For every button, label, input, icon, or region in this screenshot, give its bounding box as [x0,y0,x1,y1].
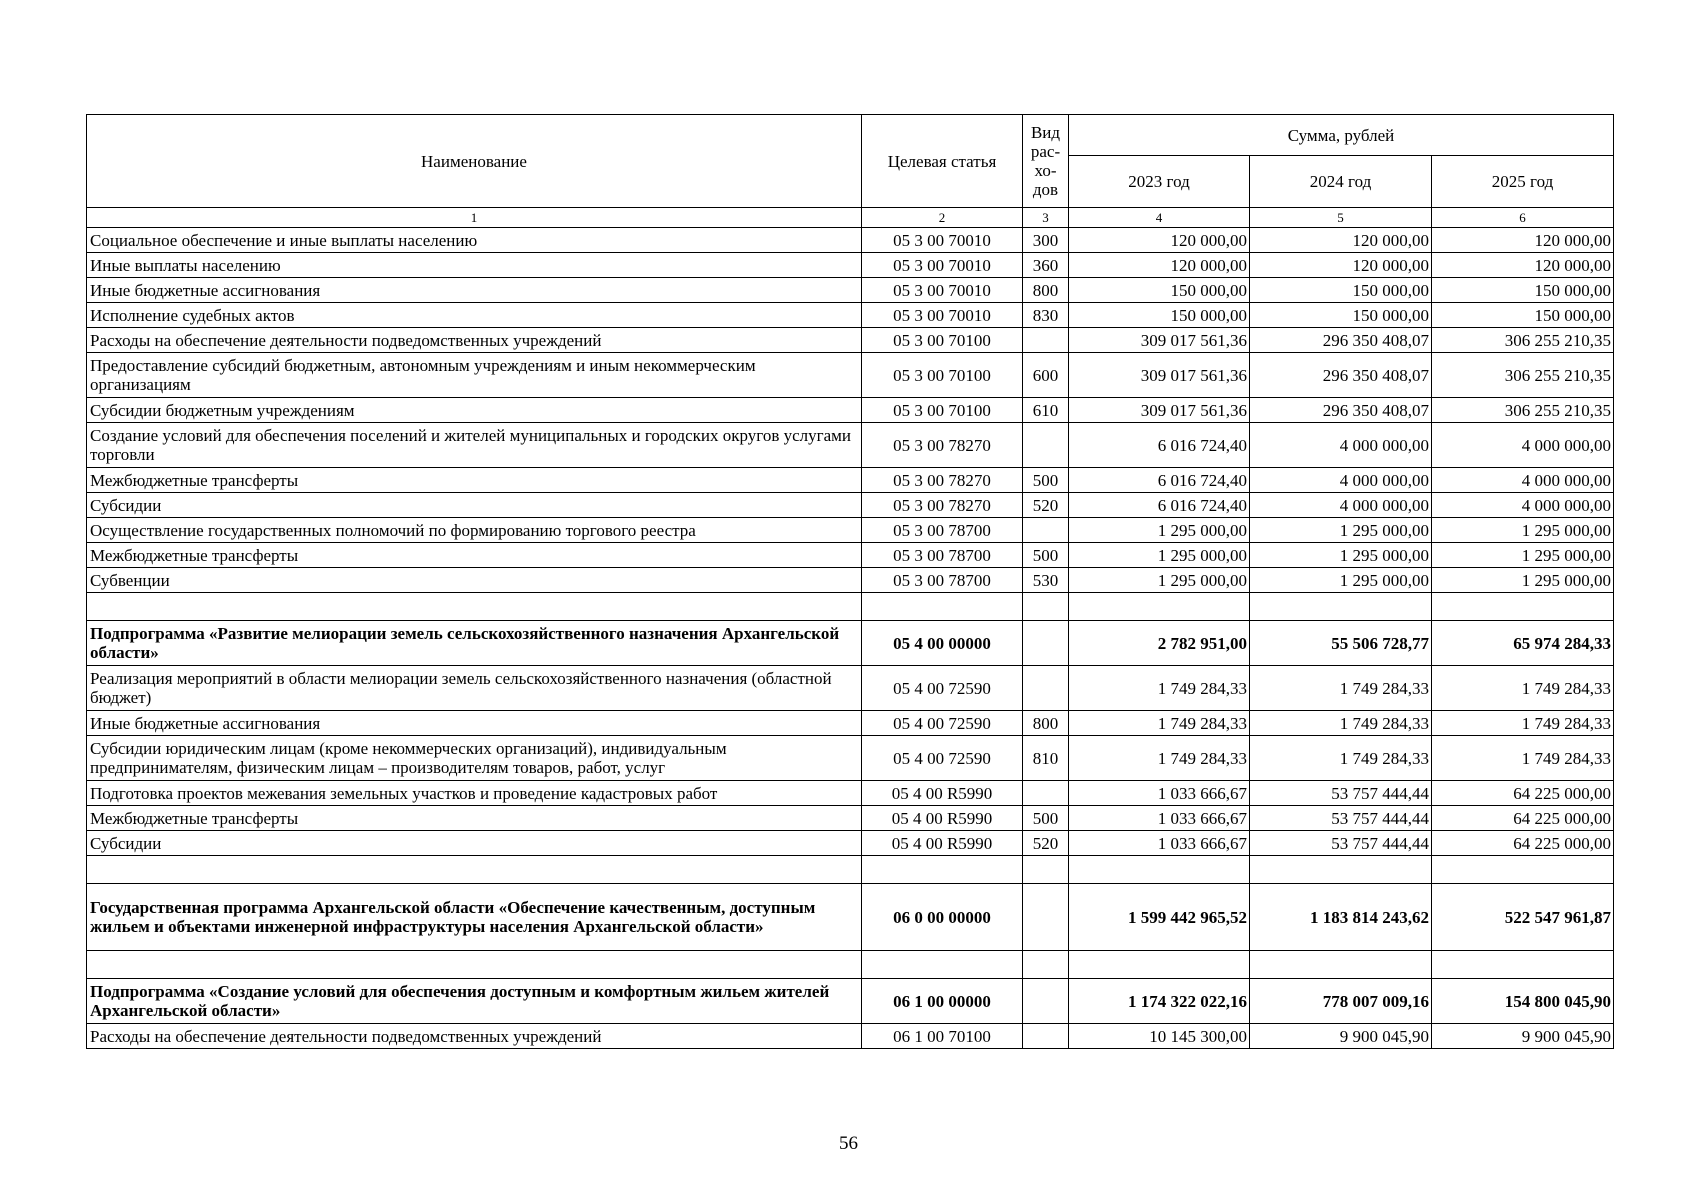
row-amount-2023: 1 033 666,67 [1069,831,1250,856]
row-expense-type: 800 [1023,711,1069,736]
row-amount-2024: 1 295 000,00 [1250,543,1432,568]
row-target-article: 05 3 00 78270 [862,493,1023,518]
row-expense-type: 610 [1023,398,1069,423]
row-name: Предоставление субсидий бюджетным, автономным учреждениям и иным некоммерческим организациям [87,353,862,398]
row-target-article: 05 4 00 R5990 [862,781,1023,806]
table-row [87,831,1614,856]
row-expense-type: 810 [1023,736,1069,781]
row-expense-type: 500 [1023,806,1069,831]
blank-cell [87,951,862,979]
row-target-article: 05 3 00 70010 [862,303,1023,328]
row-amount-2025: 64 225 000,00 [1432,806,1614,831]
program-row [87,884,1614,951]
blank-cell [1250,856,1432,884]
row-target-article: 05 4 00 R5990 [862,831,1023,856]
row-amount-2024: 120 000,00 [1250,228,1432,253]
column-number: 5 [1250,208,1432,228]
row-expense-type: 500 [1023,468,1069,493]
blank-cell [1250,951,1432,979]
row-amount-2023: 1 033 666,67 [1069,781,1250,806]
row-target-article: 05 3 00 78700 [862,568,1023,593]
row-amount-2023: 10 145 300,00 [1069,1024,1250,1049]
row-expense-type [1023,884,1069,951]
row-amount-2025: 9 900 045,90 [1432,1024,1614,1049]
row-amount-2023: 1 599 442 965,52 [1069,884,1250,951]
row-name: Социальное обеспечение и иные выплаты населению [87,228,862,253]
row-name: Подготовка проектов межевания земельных участков и проведение кадастровых работ [87,781,862,806]
row-amount-2024: 4 000 000,00 [1250,493,1432,518]
blank-cell [1432,951,1614,979]
table-row [87,543,1614,568]
blank-cell [1069,951,1250,979]
table-row [87,493,1614,518]
row-expense-type: 520 [1023,493,1069,518]
row-amount-2024: 150 000,00 [1250,278,1432,303]
row-expense-type: 830 [1023,303,1069,328]
row-amount-2023: 1 295 000,00 [1069,543,1250,568]
row-amount-2025: 65 974 284,33 [1432,621,1614,666]
row-name: Создание условий для обеспечения поселений и жителей муниципальных и городских округов услугами торговли [87,423,862,468]
row-amount-2025: 154 800 045,90 [1432,979,1614,1024]
row-target-article: 05 4 00 R5990 [862,806,1023,831]
header-sum: Сумма, рублей [1069,115,1614,156]
row-name: Подпрограмма «Развитие мелиорации земель сельскохозяйственного назначения Архангельской области» [87,621,862,666]
row-amount-2023: 150 000,00 [1069,278,1250,303]
row-name: Расходы на обеспечение деятельности подведомственных учреждений [87,328,862,353]
table-header [87,115,1614,208]
row-amount-2023: 120 000,00 [1069,253,1250,278]
budget-table [86,114,1614,1049]
row-amount-2024: 53 757 444,44 [1250,831,1432,856]
header-target-article: Целевая статья [862,115,1023,208]
row-amount-2024: 9 900 045,90 [1250,1024,1432,1049]
row-name: Субсидии [87,493,862,518]
row-amount-2024: 4 000 000,00 [1250,423,1432,468]
row-name: Подпрограмма «Создание условий для обеспечения доступным и комфортным жильем жителей Архангельской области» [87,979,862,1024]
row-name: Межбюджетные трансферты [87,806,862,831]
row-target-article: 05 3 00 78700 [862,518,1023,543]
row-expense-type [1023,781,1069,806]
row-amount-2025: 1 749 284,33 [1432,666,1614,711]
row-amount-2025: 306 255 210,35 [1432,353,1614,398]
row-amount-2024: 53 757 444,44 [1250,781,1432,806]
blank-row [87,593,1614,621]
row-amount-2024: 296 350 408,07 [1250,398,1432,423]
row-amount-2024: 55 506 728,77 [1250,621,1432,666]
blank-cell [87,593,862,621]
row-expense-type: 500 [1023,543,1069,568]
row-expense-type: 800 [1023,278,1069,303]
row-amount-2024: 1 295 000,00 [1250,568,1432,593]
table-row [87,518,1614,543]
row-target-article: 05 4 00 72590 [862,736,1023,781]
row-name: Иные бюджетные ассигнования [87,278,862,303]
row-amount-2025: 4 000 000,00 [1432,468,1614,493]
blank-cell [1432,856,1614,884]
table-row [87,303,1614,328]
row-amount-2023: 6 016 724,40 [1069,493,1250,518]
row-expense-type: 530 [1023,568,1069,593]
header-name: Наименование [87,115,862,208]
row-name: Осуществление государственных полномочий по формированию торгового реестра [87,518,862,543]
row-amount-2023: 2 782 951,00 [1069,621,1250,666]
column-number: 4 [1069,208,1250,228]
row-expense-type: 360 [1023,253,1069,278]
table-row [87,736,1614,781]
row-amount-2024: 296 350 408,07 [1250,328,1432,353]
row-amount-2024: 1 749 284,33 [1250,666,1432,711]
row-amount-2023: 120 000,00 [1069,228,1250,253]
row-amount-2025: 1 295 000,00 [1432,543,1614,568]
table-body [87,208,1614,1049]
row-target-article: 05 3 00 78700 [862,543,1023,568]
column-number: 1 [87,208,862,228]
row-target-article: 05 4 00 72590 [862,711,1023,736]
row-name: Субсидии бюджетным учреждениям [87,398,862,423]
row-amount-2023: 309 017 561,36 [1069,353,1250,398]
blank-cell [87,856,862,884]
row-target-article: 05 4 00 00000 [862,621,1023,666]
row-amount-2024: 1 183 814 243,62 [1250,884,1432,951]
row-name: Межбюджетные трансферты [87,543,862,568]
header-expense-type: Вид рас-хо-дов [1023,115,1069,208]
row-amount-2025: 120 000,00 [1432,228,1614,253]
column-number: 2 [862,208,1023,228]
row-name: Субсидии [87,831,862,856]
table-row [87,806,1614,831]
table-row [87,328,1614,353]
blank-cell [1250,593,1432,621]
table-row [87,666,1614,711]
table-row [87,353,1614,398]
row-target-article: 05 3 00 70100 [862,328,1023,353]
blank-cell [862,951,1023,979]
row-name: Субсидии юридическим лицам (кроме некоммерческих организаций), индивидуальным предпринимателям, физическим лицам – производителям товаров, работ, услуг [87,736,862,781]
row-amount-2025: 4 000 000,00 [1432,493,1614,518]
row-amount-2023: 1 295 000,00 [1069,518,1250,543]
blank-cell [1432,593,1614,621]
row-amount-2024: 120 000,00 [1250,253,1432,278]
row-amount-2023: 1 174 322 022,16 [1069,979,1250,1024]
row-amount-2025: 64 225 000,00 [1432,781,1614,806]
row-target-article: 05 3 00 70100 [862,398,1023,423]
blank-cell [862,856,1023,884]
table-row [87,253,1614,278]
row-amount-2025: 120 000,00 [1432,253,1614,278]
table-row [87,468,1614,493]
table-row [87,423,1614,468]
table-row [87,781,1614,806]
blank-cell [1069,593,1250,621]
row-expense-type: 300 [1023,228,1069,253]
row-target-article: 05 3 00 78270 [862,423,1023,468]
row-amount-2023: 1 749 284,33 [1069,711,1250,736]
table-row [87,398,1614,423]
row-expense-type [1023,621,1069,666]
row-expense-type [1023,518,1069,543]
page-number: 56 [839,1133,858,1154]
row-name: Исполнение судебных актов [87,303,862,328]
row-target-article: 05 3 00 70010 [862,278,1023,303]
row-amount-2023: 1 033 666,67 [1069,806,1250,831]
row-target-article: 06 0 00 00000 [862,884,1023,951]
row-amount-2024: 53 757 444,44 [1250,806,1432,831]
row-expense-type [1023,423,1069,468]
row-target-article: 05 3 00 70010 [862,228,1023,253]
row-name: Государственная программа Архангельской области «Обеспечение качественным, доступным жильем и объектами инженерной инфраструктуры населения Архангельской области» [87,884,862,951]
blank-cell [1023,951,1069,979]
program-row [87,979,1614,1024]
row-amount-2023: 1 749 284,33 [1069,736,1250,781]
row-target-article: 06 1 00 70100 [862,1024,1023,1049]
header-year-2024: 2024 год [1250,156,1432,208]
row-amount-2025: 1 749 284,33 [1432,711,1614,736]
blank-cell [862,593,1023,621]
header-year-2025: 2025 год [1432,156,1614,208]
blank-row [87,951,1614,979]
row-amount-2024: 150 000,00 [1250,303,1432,328]
row-amount-2024: 4 000 000,00 [1250,468,1432,493]
row-amount-2025: 1 295 000,00 [1432,568,1614,593]
program-row [87,621,1614,666]
row-target-article: 06 1 00 00000 [862,979,1023,1024]
row-amount-2023: 1 295 000,00 [1069,568,1250,593]
row-amount-2024: 296 350 408,07 [1250,353,1432,398]
row-amount-2023: 309 017 561,36 [1069,398,1250,423]
column-numbers-row [87,208,1614,228]
row-target-article: 05 4 00 72590 [862,666,1023,711]
row-amount-2024: 1 749 284,33 [1250,736,1432,781]
row-amount-2023: 1 749 284,33 [1069,666,1250,711]
row-amount-2025: 1 295 000,00 [1432,518,1614,543]
row-name: Реализация мероприятий в области мелиорации земель сельскохозяйственного назначения (областной бюджет) [87,666,862,711]
header-year-2023: 2023 год [1069,156,1250,208]
row-amount-2025: 4 000 000,00 [1432,423,1614,468]
column-number: 3 [1023,208,1069,228]
row-expense-type [1023,328,1069,353]
row-amount-2025: 306 255 210,35 [1432,328,1614,353]
blank-row [87,856,1614,884]
row-amount-2024: 1 749 284,33 [1250,711,1432,736]
row-target-article: 05 3 00 78270 [862,468,1023,493]
row-expense-type: 600 [1023,353,1069,398]
row-amount-2023: 150 000,00 [1069,303,1250,328]
row-name: Иные выплаты населению [87,253,862,278]
row-name: Межбюджетные трансферты [87,468,862,493]
row-amount-2025: 150 000,00 [1432,303,1614,328]
row-amount-2024: 778 007 009,16 [1250,979,1432,1024]
row-target-article: 05 3 00 70010 [862,253,1023,278]
row-amount-2025: 64 225 000,00 [1432,831,1614,856]
row-expense-type [1023,979,1069,1024]
row-amount-2025: 522 547 961,87 [1432,884,1614,951]
blank-cell [1023,593,1069,621]
row-amount-2025: 150 000,00 [1432,278,1614,303]
table-row [87,1024,1614,1049]
row-expense-type: 520 [1023,831,1069,856]
column-number: 6 [1432,208,1614,228]
table-row [87,711,1614,736]
row-amount-2023: 6 016 724,40 [1069,423,1250,468]
row-amount-2023: 6 016 724,40 [1069,468,1250,493]
row-name: Иные бюджетные ассигнования [87,711,862,736]
table-row [87,568,1614,593]
row-amount-2025: 306 255 210,35 [1432,398,1614,423]
row-name: Субвенции [87,568,862,593]
row-target-article: 05 3 00 70100 [862,353,1023,398]
row-expense-type [1023,1024,1069,1049]
row-amount-2023: 309 017 561,36 [1069,328,1250,353]
table-row [87,228,1614,253]
row-expense-type [1023,666,1069,711]
row-amount-2025: 1 749 284,33 [1432,736,1614,781]
blank-cell [1023,856,1069,884]
row-name: Расходы на обеспечение деятельности подведомственных учреждений [87,1024,862,1049]
table-row [87,278,1614,303]
blank-cell [1069,856,1250,884]
row-amount-2024: 1 295 000,00 [1250,518,1432,543]
